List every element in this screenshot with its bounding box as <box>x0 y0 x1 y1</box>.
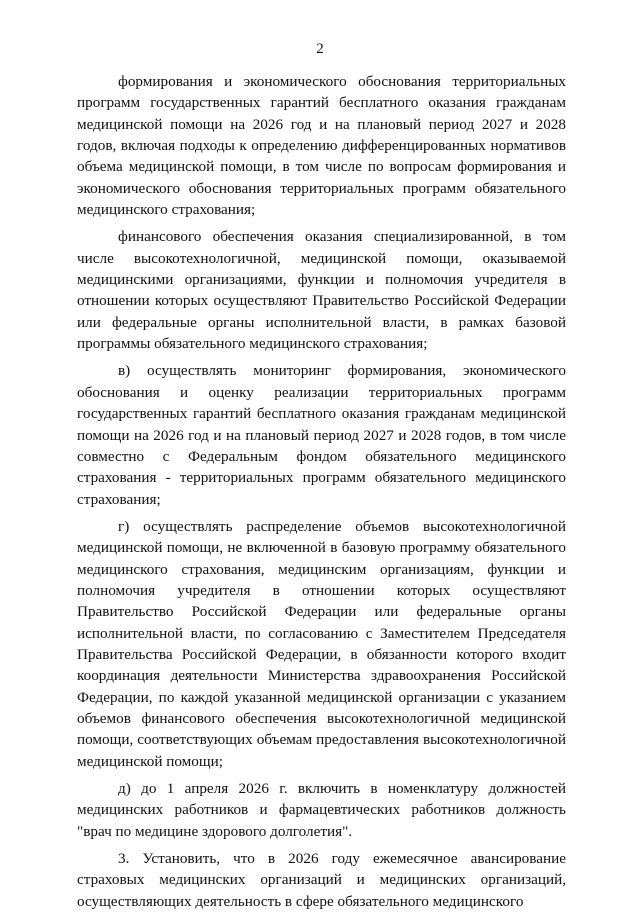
document-body <box>77 71 566 912</box>
paragraph-item-g-distribution: г) осуществлять распределение объемов высокотехнологичной медицинской помощи, не включенной в базовую программу обязательного медицинского страхования, медицинским организациям, функции и полномочия учредителя в отношении которых осуществляют Правительство Российской Федерации или федеральные органы исполнительной власти, по согласованию с Заместителем Председателя Правительства Российской Федерации, в обязанности которого входит координация деятельности Министерства здравоохранения Российской Федерации, по каждой указанной медицинской организации с указанием объемов финансового обеспечения высокотехнологичной медицинской помощи, соответствующих объемам предоставления высокотехнологичной медицинской помощи; <box>77 517 566 770</box>
paragraph-territorial-programs: формирования и экономического обоснования территориальных программ государственных гарантий бесплатного оказания гражданам медицинской помощи на 2026 год и на плановый период 2027 и 2028 годов, включая подходы к определению дифференцированных нормативов объема медицинской помощи, в том числе по вопросам формирования и экономического обоснования территориальных программ обязательного медицинского страхования; <box>77 73 566 219</box>
paragraph-item-v-monitoring: в) осуществлять мониторинг формирования, экономического обоснования и оценку реализации территориальных программ государственных гарантий бесплатного оказания гражданам медицинской помощи на 2026 год и на плановый период 2027 и 2028 годов, в том числе совместно с Федеральным фондом обязательного медицинского страхования - территориальных программ обязательного медицинского страхования; <box>77 362 566 508</box>
paragraph-financial-support: финансового обеспечения оказания специализированной, в том числе высокотехнологичной, медицинской помощи, оказываемой медицинскими организациями, функции и полномочия учредителя в отношении которых осуществляют Правительство Российской Федерации или федеральные органы исполнительной власти, в рамках базовой программы обязательного медицинского страхования; <box>77 228 566 353</box>
paragraph-item-3-advance-payment: 3. Установить, что в 2026 году ежемесячное авансирование страховых медицинских организаций и медицинских организаций, осуществляющих деятельность в сфере обязательного медицинского <box>77 850 566 910</box>
paragraph-item-d-nomenclature: д) до 1 апреля 2026 г. включить в номенклатуру должностей медицинских работников и фармацевтических работников должность "врач по медицине здорового долголетия". <box>77 780 566 840</box>
page-number: 2 <box>316 41 324 57</box>
